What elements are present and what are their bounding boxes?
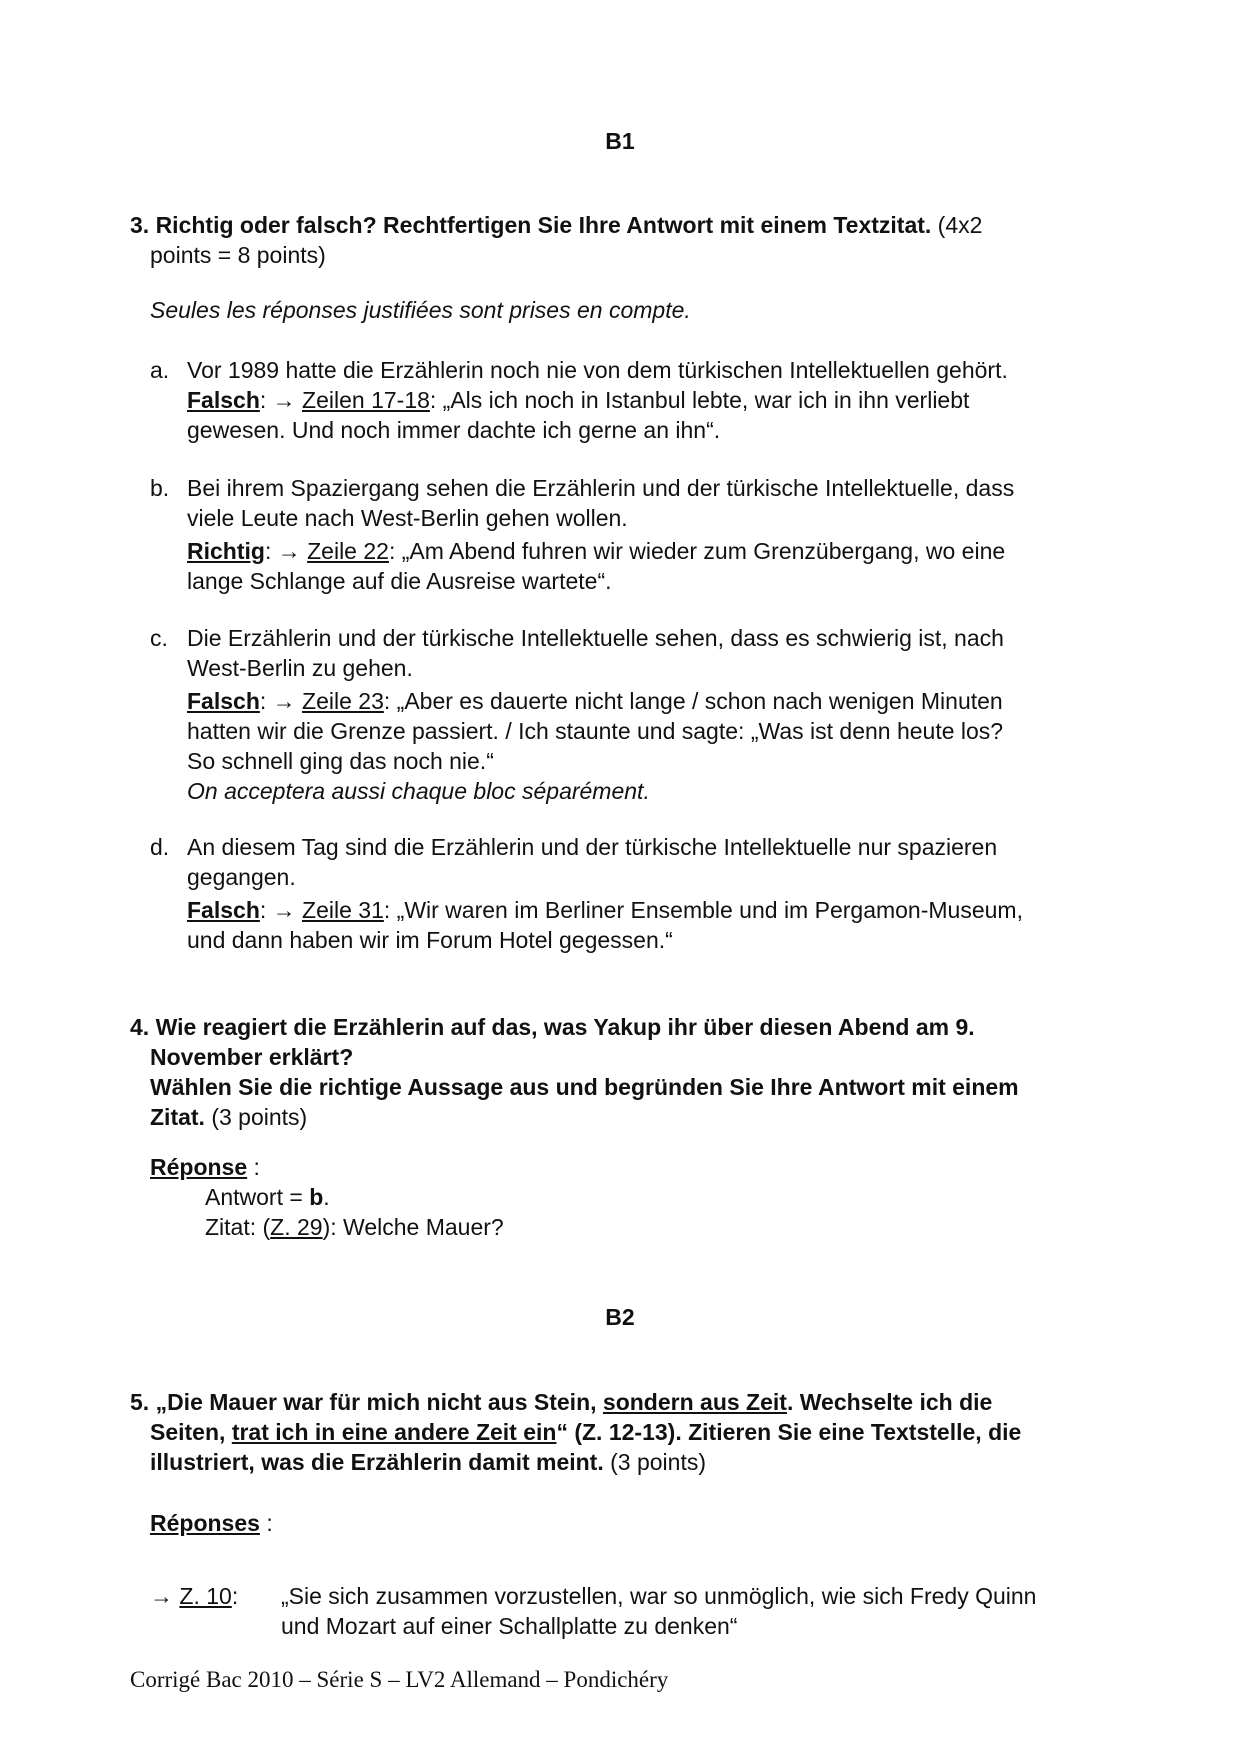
page-footer: Corrigé Bac 2010 – Série S – LV2 Allemand – Pondichéry xyxy=(130,1667,669,1692)
section-heading-b1: B1 xyxy=(605,128,635,154)
quote-line: „Sie sich zusammen vorzustellen, war so unmöglich, wie sich Fredy Quinn xyxy=(281,1583,1037,1609)
quote-line: Zitat: (Z. 29): Welche Mauer? xyxy=(205,1214,504,1240)
question-4-title-cont: November erklärt? xyxy=(150,1044,354,1070)
item-justification: Falsch: → Zeile 23: „Aber es dauerte nicht lange / schon nach wenigen Minuten xyxy=(187,688,1003,714)
quote-line: und Mozart auf einer Schallplatte zu denken“ xyxy=(281,1613,738,1639)
section-heading-b2: B2 xyxy=(605,1304,635,1330)
question-4-response xyxy=(150,1152,504,1242)
item-quote: lange Schlange auf die Ausreise wartete“. xyxy=(187,568,612,594)
question-4-title: 4. Wie reagiert die Erzählerin auf das, was Yakup ihr über diesen Abend am 9. xyxy=(130,1014,975,1040)
question-5 xyxy=(130,1387,1120,1477)
question-3-instruction: Seules les réponses justifiées sont prises en compte. xyxy=(150,297,691,323)
reponses-label: Réponses : xyxy=(150,1510,273,1536)
question-4-task-cont: Zitat. (3 points) xyxy=(150,1104,308,1130)
item-quote: und dann haben wir im Forum Hotel gegessen.“ xyxy=(187,927,673,953)
item-justification: Falsch: → Zeilen 17-18: „Als ich noch in Istanbul lebte, war ich in ihn verliebt xyxy=(187,387,970,413)
item-label: a. xyxy=(150,357,170,383)
item-justification: Falsch: → Zeile 31: „Wir waren im Berliner Ensemble und im Pergamon-Museum, xyxy=(187,897,1023,923)
question-3 xyxy=(130,210,1120,270)
item-statement: West-Berlin zu gehen. xyxy=(187,655,413,681)
item-statement: gegangen. xyxy=(187,864,296,890)
item-note: On acceptera aussi chaque bloc séparément. xyxy=(187,778,650,804)
arrow-icon: → xyxy=(272,688,296,714)
arrow-icon: → xyxy=(272,897,296,923)
answer-line: Antwort = b. xyxy=(205,1184,330,1210)
question-4 xyxy=(130,1012,1120,1132)
reponse-label: Réponse : xyxy=(150,1154,260,1180)
item-quote: So schnell ging das noch nie.“ xyxy=(187,748,494,774)
item-statement: Bei ihrem Spaziergang sehen die Erzählerin und der türkische Intellektuelle, dass xyxy=(187,475,1015,501)
item-quote: gewesen. Und noch immer dachte ich gerne an ihn“. xyxy=(187,417,721,443)
question-5-title: 5. „Die Mauer war für mich nicht aus Stein, sondern aus Zeit. Wechselte ich die xyxy=(130,1389,993,1415)
item-label: c. xyxy=(150,625,168,651)
item-statement: Die Erzählerin und der türkische Intellektuelle sehen, dass es schwierig ist, nach xyxy=(187,625,1004,651)
item-justification: Richtig: → Zeile 22: „Am Abend fuhren wir wieder zum Grenzübergang, wo eine xyxy=(187,538,1006,564)
item-statement: Vor 1989 hatte die Erzählerin noch nie von dem türkischen Intellektuellen gehört. xyxy=(187,357,1008,383)
item-quote: hatten wir die Grenze passiert. / Ich staunte und sagte: „Was ist denn heute los? xyxy=(187,718,1004,744)
question-3-points: points = 8 points) xyxy=(150,242,326,268)
item-statement: viele Leute nach West-Berlin gehen wollen. xyxy=(187,505,628,531)
item-label: b. xyxy=(150,475,170,501)
item-label: d. xyxy=(150,834,170,860)
item-statement: An diesem Tag sind die Erzählerin und der türkische Intellektuelle nur spazieren xyxy=(187,834,998,860)
q5-answer-ref: → Z. 10: xyxy=(150,1583,239,1609)
arrow-icon: → xyxy=(272,387,296,413)
question-3-title: 3. Richtig oder falsch? Rechtfertigen Sie Ihre Antwort mit einem Textzitat. (4x2 xyxy=(130,212,983,238)
question-5-title-cont: Seiten, trat ich in eine andere Zeit ein“ (Z. 12-13). Zitieren Sie eine Textstelle, die xyxy=(150,1419,1022,1445)
question-4-task: Wählen Sie die richtige Aussage aus und begründen Sie Ihre Antwort mit einem xyxy=(150,1074,1019,1100)
question-5-task: illustriert, was die Erzählerin damit meint. (3 points) xyxy=(150,1449,706,1475)
q5-answer-quote xyxy=(281,1581,1121,1641)
arrow-icon: → xyxy=(277,538,301,564)
arrow-icon: → xyxy=(150,1583,180,1609)
